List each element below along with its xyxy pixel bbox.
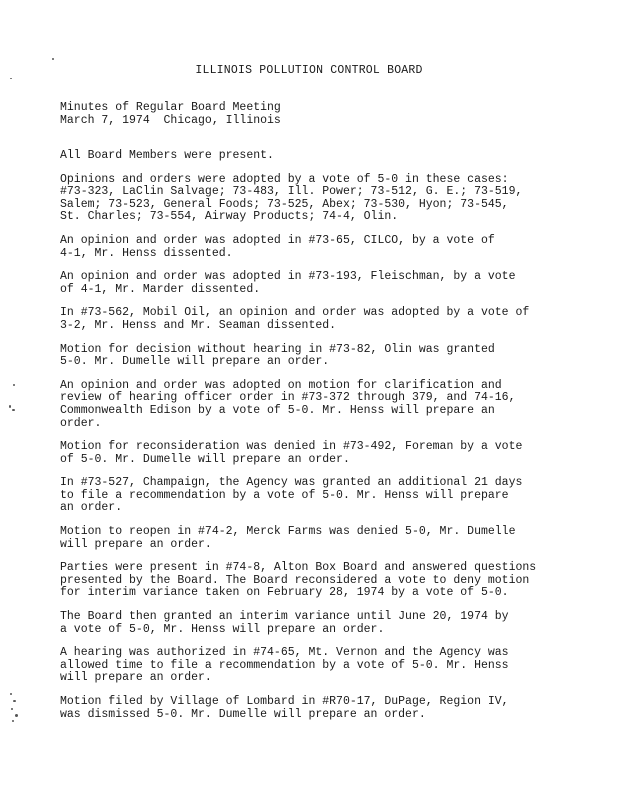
minutes-paragraph bbox=[60, 307, 575, 332]
scan-speck bbox=[13, 384, 15, 386]
minutes-line: All Board Members were present. bbox=[60, 149, 274, 162]
minutes-line: 5-0. Mr. Dumelle will prepare an order. bbox=[60, 355, 330, 369]
document-title: ILLINOIS POLLUTION CONTROL BOARD bbox=[195, 64, 423, 77]
minutes-line: will prepare an order. bbox=[60, 671, 212, 685]
minutes-line: 4-1, Mr. Henss dissented. bbox=[60, 246, 233, 260]
scan-speck bbox=[15, 714, 18, 717]
meeting-heading bbox=[60, 101, 281, 127]
minutes-paragraph bbox=[60, 271, 575, 296]
minutes-line: An opinion and order was adopted in #73-193, Fleischman, by a vote bbox=[60, 270, 516, 284]
minutes-paragraph bbox=[60, 696, 575, 721]
minutes-line: review of hearing officer order in #73-372 through 379, and 74-16, bbox=[60, 391, 516, 405]
minutes-paragraph bbox=[60, 344, 575, 369]
minutes-line: Motion for decision without hearing in #73-82, Olin was granted bbox=[60, 342, 495, 356]
minutes-line: Commonwealth Edison by a vote of 5-0. Mr. Henss will prepare an bbox=[60, 403, 495, 417]
scan-speck bbox=[11, 708, 13, 710]
minutes-paragraph bbox=[60, 477, 575, 515]
minutes-paragraph bbox=[60, 441, 575, 466]
minutes-line: Motion for reconsideration was denied in #73-492, Foreman by a vote bbox=[60, 440, 523, 454]
minutes-line: An opinion and order was adopted on motion for clarification and bbox=[60, 378, 502, 392]
minutes-line: presented by the Board. The Board reconsidered a vote to deny motion bbox=[60, 573, 530, 587]
scan-speck bbox=[12, 409, 15, 411]
minutes-paragraph bbox=[60, 562, 575, 600]
minutes-line: In #73-562, Mobil Oil, an opinion and order was adopted by a vote of bbox=[60, 306, 530, 320]
minutes-line: will prepare an order. bbox=[60, 537, 212, 551]
scan-speck bbox=[9, 405, 11, 408]
minutes-paragraph bbox=[60, 174, 575, 224]
minutes-paragraph bbox=[60, 150, 575, 163]
meeting-heading-line-1: Minutes of Regular Board Meeting bbox=[60, 101, 281, 114]
minutes-line: Salem; 73-523, General Foods; 73-525, Abex; 73-530, Hyon; 73-545, bbox=[60, 197, 509, 211]
scan-speck bbox=[10, 693, 12, 695]
minutes-line: of 4-1, Mr. Marder dissented. bbox=[60, 282, 261, 296]
minutes-paragraph bbox=[60, 235, 575, 260]
minutes-line: a vote of 5-0, Mr. Henss will prepare an order. bbox=[60, 622, 385, 636]
minutes-body bbox=[60, 150, 575, 732]
minutes-line: Parties were present in #74-8, Alton Box Board and answered questions bbox=[60, 561, 537, 575]
minutes-line: 3-2, Mr. Henss and Mr. Seaman dissented. bbox=[60, 318, 337, 332]
minutes-paragraph bbox=[60, 647, 575, 685]
minutes-paragraph bbox=[60, 611, 575, 636]
minutes-line: In #73-527, Champaign, the Agency was granted an additional 21 days bbox=[60, 476, 523, 490]
scan-speck bbox=[10, 78, 12, 79]
minutes-line: A hearing was authorized in #74-65, Mt. Vernon and the Agency was bbox=[60, 646, 509, 660]
minutes-line: An opinion and order was adopted in #73-65, CILCO, by a vote of bbox=[60, 233, 495, 247]
minutes-line: Motion filed by Village of Lombard in #R70-17, DuPage, Region IV, bbox=[60, 695, 509, 708]
scan-speck bbox=[12, 720, 14, 722]
minutes-line: order. bbox=[60, 416, 102, 430]
minutes-line: to file a recommendation by a vote of 5-0. Mr. Henss will prepare bbox=[60, 488, 509, 502]
minutes-paragraph bbox=[60, 380, 575, 430]
minutes-line: Motion to reopen in #74-2, Merck Farms was denied 5-0, Mr. Dumelle bbox=[60, 525, 516, 539]
minutes-line: was dismissed 5-0. Mr. Dumelle will prepare an order. bbox=[60, 707, 426, 721]
minutes-line: St. Charles; 73-554, Airway Products; 74-4, Olin. bbox=[60, 210, 399, 224]
minutes-line: The Board then granted an interim variance until June 20, 1974 by bbox=[60, 610, 509, 624]
minutes-paragraph bbox=[60, 526, 575, 551]
scan-speck bbox=[13, 700, 16, 702]
minutes-line: of 5-0. Mr. Dumelle will prepare an order. bbox=[60, 452, 350, 466]
minutes-line: an order. bbox=[60, 501, 123, 515]
minutes-line: allowed time to file a recommendation by a vote of 5-0. Mr. Henss bbox=[60, 658, 509, 672]
minutes-line: #73-323, LaClin Salvage; 73-483, Ill. Power; 73-512, G. E.; 73-519, bbox=[60, 185, 523, 199]
meeting-heading-line-2: March 7, 1974 Chicago, Illinois bbox=[60, 114, 281, 127]
minutes-line: for interim variance taken on February 28, 1974 by a vote of 5-0. bbox=[60, 586, 509, 600]
scan-speck bbox=[52, 58, 54, 60]
minutes-line: Opinions and orders were adopted by a vote of 5-0 in these cases: bbox=[60, 172, 509, 186]
